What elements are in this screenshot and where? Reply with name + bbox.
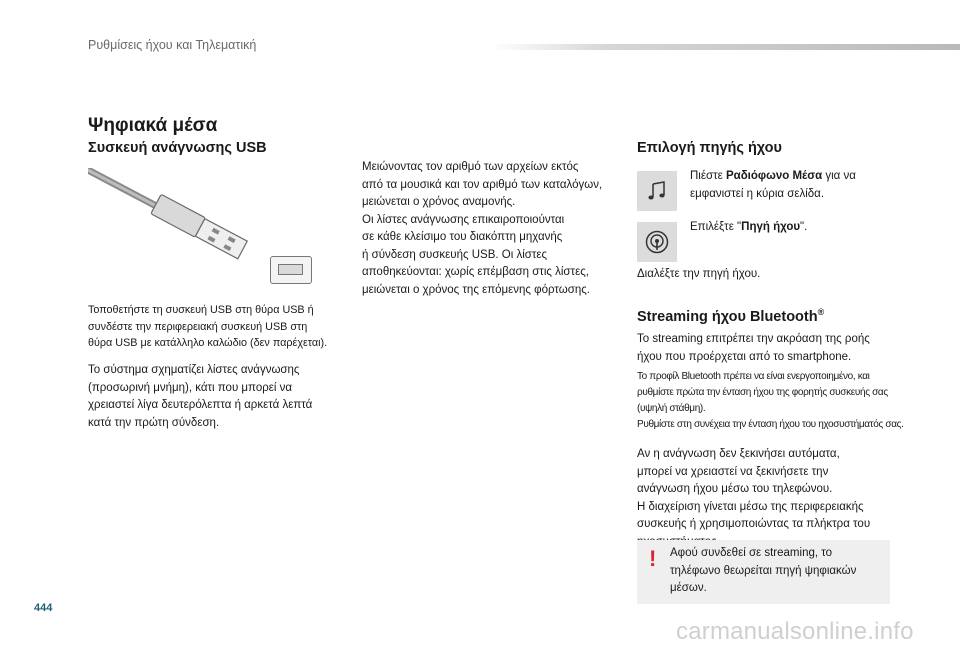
usb-port-icon bbox=[270, 256, 312, 284]
source-step-1: Πιέστε Ραδιόφωνο Μέσα για να εμφανιστεί η κύρια σελίδα. bbox=[690, 170, 856, 200]
warning-text: Αφού συνδεθεί σε streaming, το τηλέφωνο θεωρείται πηγή ψηφιακών μέσων. bbox=[670, 547, 857, 594]
watermark: carmanualsonline.info bbox=[676, 618, 914, 645]
usb-caption: Τοποθετήστε τη συσκευή USB στη θύρα USB ή συνδέστε την περιφερειακή συσκευή USB στη θύρα USB με κατάλληλο καλώδιο (δεν παρέχεται). bbox=[88, 304, 328, 349]
header-gradient-bar bbox=[490, 44, 960, 50]
section-header-title: Ρυθμίσεις ήχου και Τηλεματική bbox=[88, 38, 257, 52]
usb-paragraph: Το σύστημα σχηματίζει λίστες ανάγνωσης (προσωρινή μνήμη), κάτι που μπορεί να χρειαστεί λίγα δευτερόλεπτα ή αρκετά λεπτά κατά την πρώτη σύνδεση. bbox=[88, 364, 313, 429]
page-title: Ψηφιακά μέσα bbox=[88, 115, 218, 136]
source-heading: Επιλογή πηγής ήχου bbox=[637, 140, 782, 156]
bluetooth-heading: Streaming ήχου Bluetooth® bbox=[637, 307, 825, 325]
source-step-3: Διαλέξτε την πηγή ήχου. bbox=[637, 268, 761, 280]
bluetooth-body: Αν η ανάγνωση δεν ξεκινήσει αυτόματα, μπορεί να χρειαστεί να ξεκινήσετε την ανάγνωση ήχου μέσω του τηλεφώνου. Η διαχείριση γίνεται μέσω της περιφερειακής συσκευής ή χρησιμοποιώντας τα πλήκτρα του bbox=[637, 448, 871, 530]
bluetooth-intro: Το streaming επιτρέπει την ακρόαση της ροής ήχου που προέρχεται από το smartphone. bbox=[637, 333, 870, 363]
music-note-icon bbox=[637, 171, 677, 211]
source-step-2: Επιλέξτε "Πηγή ήχου". bbox=[690, 221, 808, 233]
usb-playlist-paragraph: Μειώνοντας τον αριθμό των αρχείων εκτός από τα μουσικά και τον αριθμό των καταλόγων, μειώνεται ο χρόνος αναμονής. Οι λίστες ανάγνωσης επικαιροποιούνται σε κάθε κλείσιμο του διακόπτη μηχανής ή σύνδεση συσκευής USB. Οι λίστες αποθηκεύονται: χωρίς επέμβαση στις λίστες, μειώνεται ο χρόνος της επόμενης φόρτωσης. bbox=[362, 161, 603, 296]
page-number: 444 bbox=[34, 602, 53, 614]
warning-icon: ! bbox=[649, 546, 657, 571]
audio-source-icon bbox=[637, 222, 677, 262]
usb-heading: Συσκευή ανάγνωσης USB bbox=[88, 140, 267, 156]
bluetooth-note: Το προφίλ Bluetooth πρέπει να είναι ενεργοποιημένο, και ρυθμίστε πρώτα την ένταση ήχου της φορητής συσκευής σας (υψηλή στάθμη). Ρυθμίστε στη συνέχεια την ένταση ήχου του ηχοσυστήματός σας. bbox=[637, 371, 904, 430]
